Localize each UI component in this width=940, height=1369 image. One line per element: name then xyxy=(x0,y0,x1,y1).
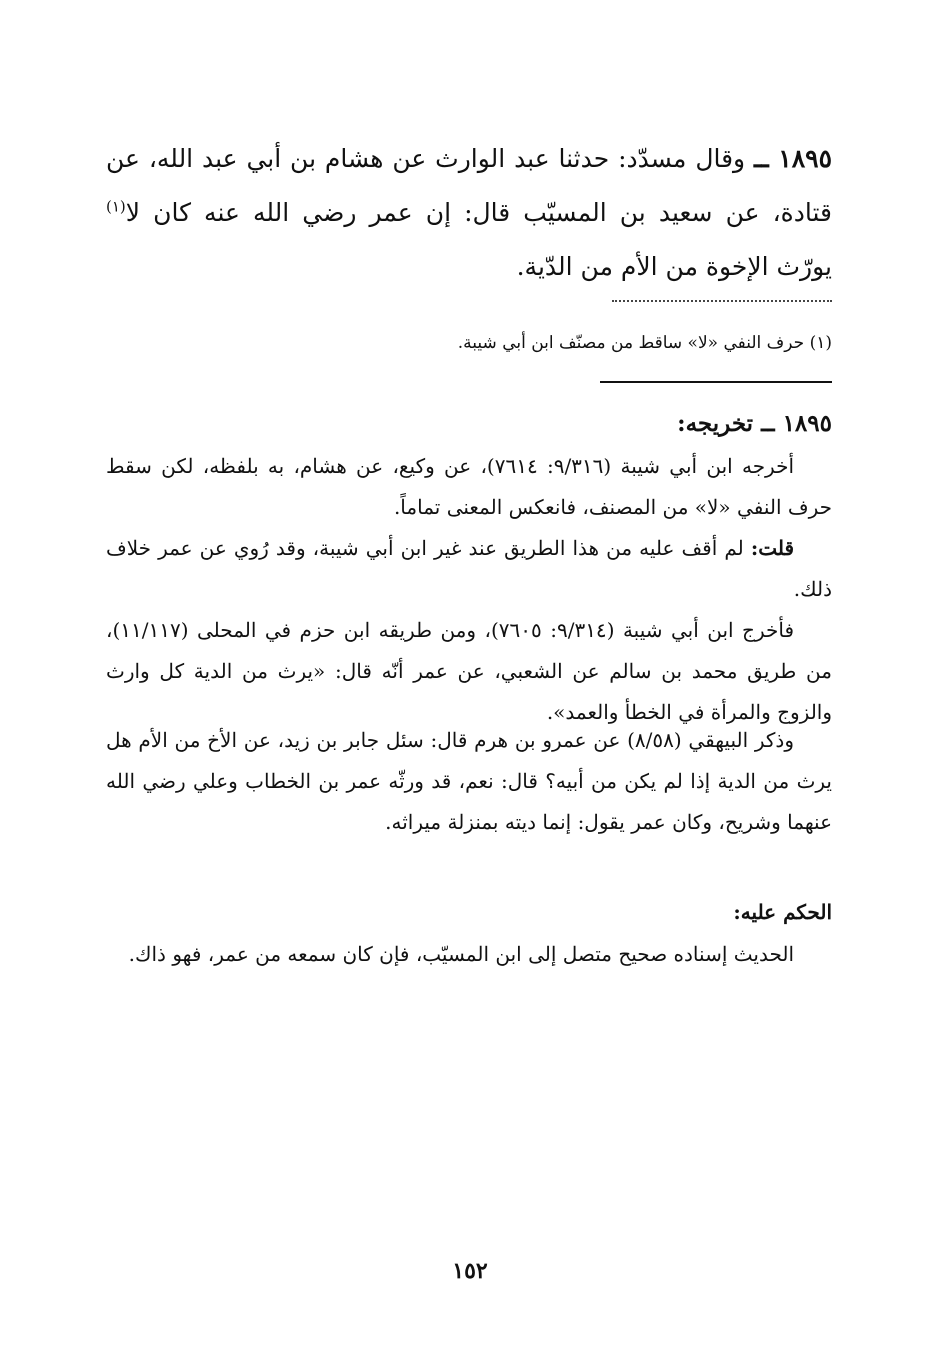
page-number: ١٥٢ xyxy=(452,1258,488,1284)
takhrij-paragraph-1: أخرجه ابن أبي شيبة (٩/٣١٦: ٧٦١٤)، عن وكيع، عن هشام، به بلفظه، لكن سقط حرف النفي «لا» من المصنف، فانعكس المعنى تماماً. xyxy=(106,454,832,519)
takhrij-paragraph-3: فأخرج ابن أبي شيبة (٩/٣١٤: ٧٦٠٥)، ومن طريقه ابن حزم في المحلى (١١/١١٧)، من طريق محمد بن سالم عن الشعبي، عن عمر أنّه قال: «يرث من الدية كل وارث والزوج والمرأة في الخطأ والعمد». xyxy=(106,618,832,724)
hukm-heading: الحكم عليه: xyxy=(733,900,832,924)
footnote-text: حرف النفي «لا» ساقط من مصنّف ابن أبي شيبة. xyxy=(457,333,805,353)
takhrij-paragraph-4: وذكر البيهقي (٨/٥٨) عن عمرو بن هرم قال: سئل جابر بن زيد، عن الأخ من الأم هل يرث من الدية إذا لم يكن من أبيه؟ قال: نعم، قد ورثّه عمر بن الخطاب وعلي رضي الله عنهما وشريح، وكان عمر يقول: إنما ديته بمنزلة ميراثه. xyxy=(106,728,832,834)
takhrij-paragraph-2 xyxy=(106,528,832,610)
hadith-text-part2: يورّث الإخوة من الأم من الدّية. xyxy=(516,252,832,281)
footnote-reference: (١) xyxy=(106,197,126,216)
takhrij-heading: ١٨٩٥ ــ تخريجه: xyxy=(677,410,832,437)
footnote xyxy=(106,330,832,356)
hukm-text: الحديث إسناده صحيح متصل إلى ابن المسيّب، فإن كان سمعه من عمر، فهو ذاك. xyxy=(128,942,794,966)
section-divider xyxy=(600,381,832,383)
footnote-separator-dots xyxy=(612,300,832,302)
hadith-number: ١٨٩٥ ــ xyxy=(754,144,832,173)
takhrij-paragraph-2-text: لم أقف عليه من هذا الطريق عند غير ابن أبي شيبة، وقد رُوي عن عمر خلاف ذلك. xyxy=(106,536,832,601)
footnote-marker: (١) xyxy=(809,333,832,353)
hadith-text xyxy=(106,132,832,294)
hadith-text-part1: وقال مسدّد: حدثنا عبد الوارث عن هشام بن أبي عبد الله، عن قتادة، عن سعيد بن المسيّب قال: إن عمر رضي الله عنه كان لا xyxy=(106,144,832,227)
qultu-label: قلت: xyxy=(750,536,795,560)
